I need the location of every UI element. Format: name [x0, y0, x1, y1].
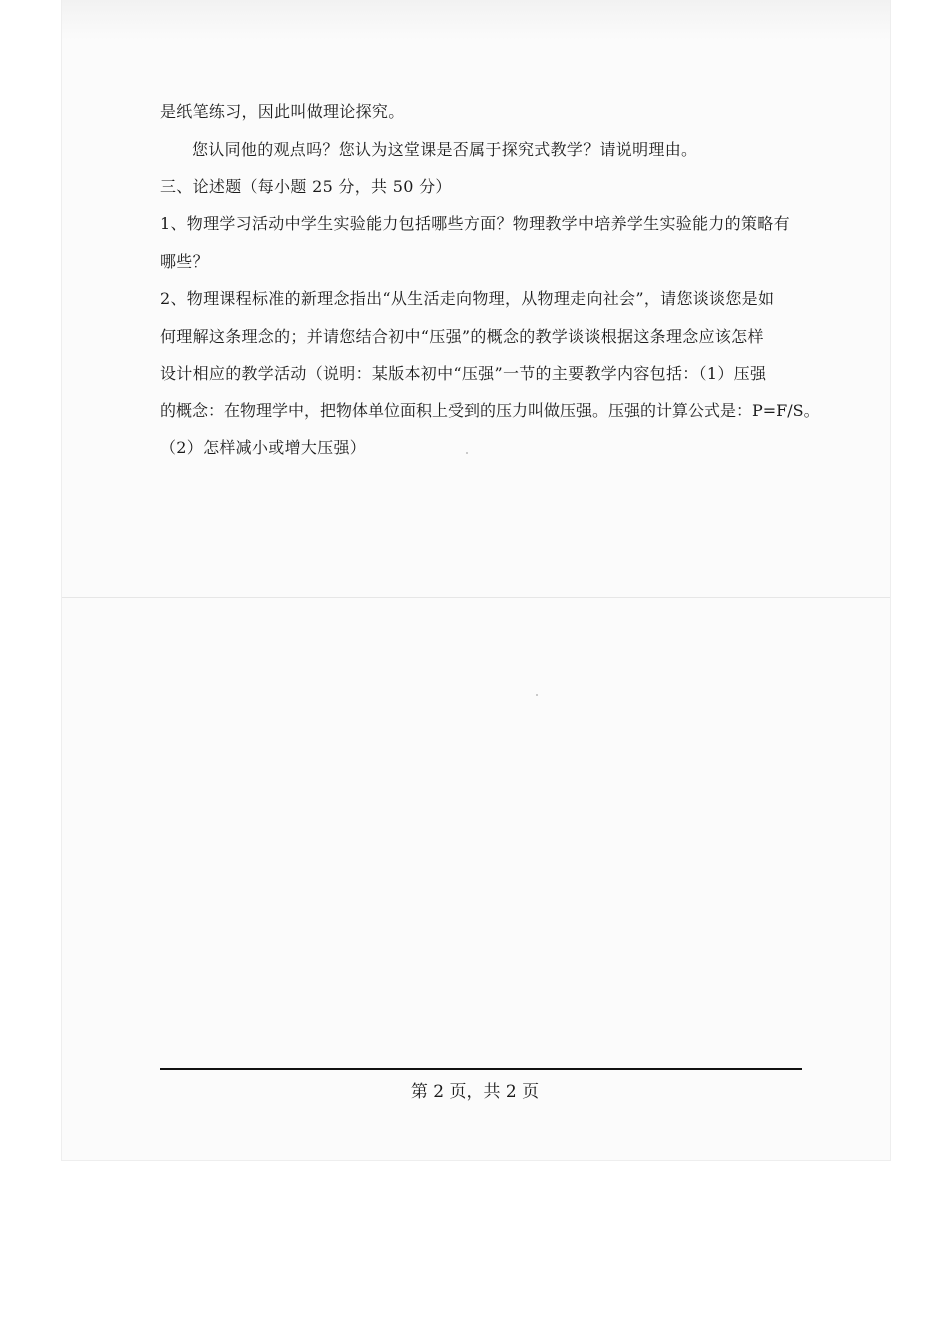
scan-speck — [536, 694, 538, 696]
question-2-line-4: 的概念：在物理学中，把物体单位面积上受到的压力叫做压强。压强的计算公式是：P=F/S。 — [160, 401, 820, 420]
footer-divider — [160, 1068, 802, 1070]
text-line-2: 您认同他的观点吗？您认为这堂课是否属于探究式教学？请说明理由。 — [192, 140, 698, 159]
text-line-1: 是纸笔练习，因此叫做理论探究。 — [160, 102, 405, 121]
question-2-line-2: 何理解这条理念的；并请您结合初中“压强”的概念的教学谈谈根据这条理念应该怎样 — [160, 327, 764, 346]
question-2-line-3: 设计相应的教学活动（说明：某版本初中“压强”一节的主要教学内容包括：（1）压强 — [160, 364, 767, 383]
question-1-line-2: 哪些？ — [160, 252, 209, 271]
scanned-page — [62, 0, 890, 1160]
scan-top-edge — [62, 0, 890, 40]
section-heading: 三、论述题（每小题 25 分，共 50 分） — [160, 177, 452, 196]
scan-fold-line — [62, 597, 890, 598]
page-indicator: 第 2 页，共 2 页 — [410, 1082, 540, 1102]
scan-speck — [466, 452, 468, 454]
question-2-line-5: （2）怎样减小或增大压强） — [160, 438, 367, 457]
question-2-line-1: 2、物理课程标准的新理念指出“从生活走向物理，从物理走向社会”，请您谈谈您是如 — [160, 289, 775, 308]
question-1-line-1: 1、物理学习活动中学生实验能力包括哪些方面？物理教学中培养学生实验能力的策略有 — [160, 214, 790, 233]
